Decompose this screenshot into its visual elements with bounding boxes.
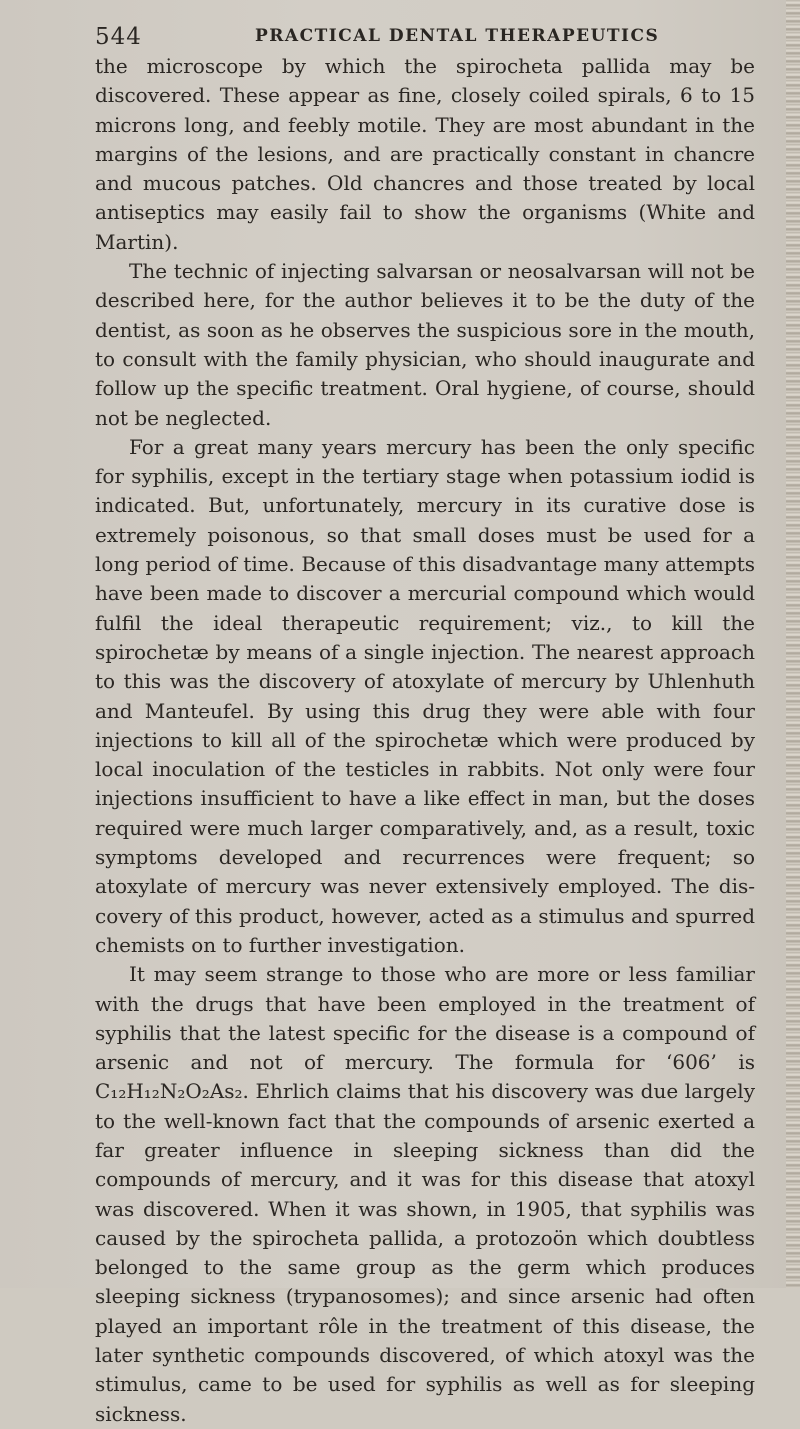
paragraph-1: the microscope by which the spirocheta pallida may be discovered. These appear as fine, closely coiled spirals, 6 to 15 microns long, and feebly motile. They are most abundant in the margins of the lesions, and are practically constant in chancre and mucous patches. Old chancres and those treated by local antiseptics may easily fail to show the organisms (White and Martin). [95, 54, 755, 254]
body-text [95, 52, 755, 1429]
paragraph-3: For a great many years mercury has been the only specific for syphilis, except in the tertiary stage when potassium iodid is indicated. But, unfortunately, mercury in its curative dose is extremely poisonous, so that small doses must be used for a long period of time. Because of this disadvantage many attempts have been made to discover a mercurial compound which would fulfil the ideal therapeutic requirement; viz., to kill the spirochetæ by means of a single injection. The nearest approach to this was the discovery of atoxylate of mercury by Uhlenhuth and Manteufel. By using this drug they were able with four injections to kill all of the spirochetæ which were produced by local inoculation of the testicles in rabbits. Not only were four injections insufficient to have a like effect in man, but the doses required were much larger comparatively, and, as a result, toxic symptoms developed and recurrences were frequent; so atoxylate of mercury was never extensively employed. The discovery of this product, however, acted as a stimulus and spurred chemists on to further investigation. [95, 434, 755, 957]
running-header [95, 20, 755, 54]
paragraph-4: It may seem strange to those who are more or less familiar with the drugs that have been employed in the treatment of syphilis that the latest specific for the disease is a compound of arsenic and not of mercury. The formula for ‘606’ is C₁₂H₁₂N₂O₂As₂. Ehrlich claims that his discovery was due largely to the well-known fact that the compounds of arsenic exerted a far greater influence in sleeping sickness than did the compounds of mercury, and it was for this disease that atoxyl was discovered. When it was shown, in 1905, that syphilis was caused by the spirocheta pallida, a protozoön which doubtless belonged to the same group as the germ which produces sleeping sickness (trypanosomes); and since arsenic had often played an important rôle in the treatment of this disease, the later synthetic compounds discovered, of which atoxyl was the stimulus, came to be used for syphilis as well as for sleeping sickness. [95, 962, 755, 1426]
running-title: PRACTICAL DENTAL THERAPEUTICS [255, 26, 660, 46]
page-number: 544 [95, 24, 142, 50]
paragraph-2: The technic of injecting salvarsan or neosalvarsan will not be described here, for the author believes it to be the duty of the dentist, as soon as he observes the suspicious sore in the mouth, to consult with the family physician, who should inaugurate and follow up the specific treatment. Oral hygiene, of course, should not be neglected. [95, 259, 755, 430]
page-edge [786, 0, 800, 1288]
